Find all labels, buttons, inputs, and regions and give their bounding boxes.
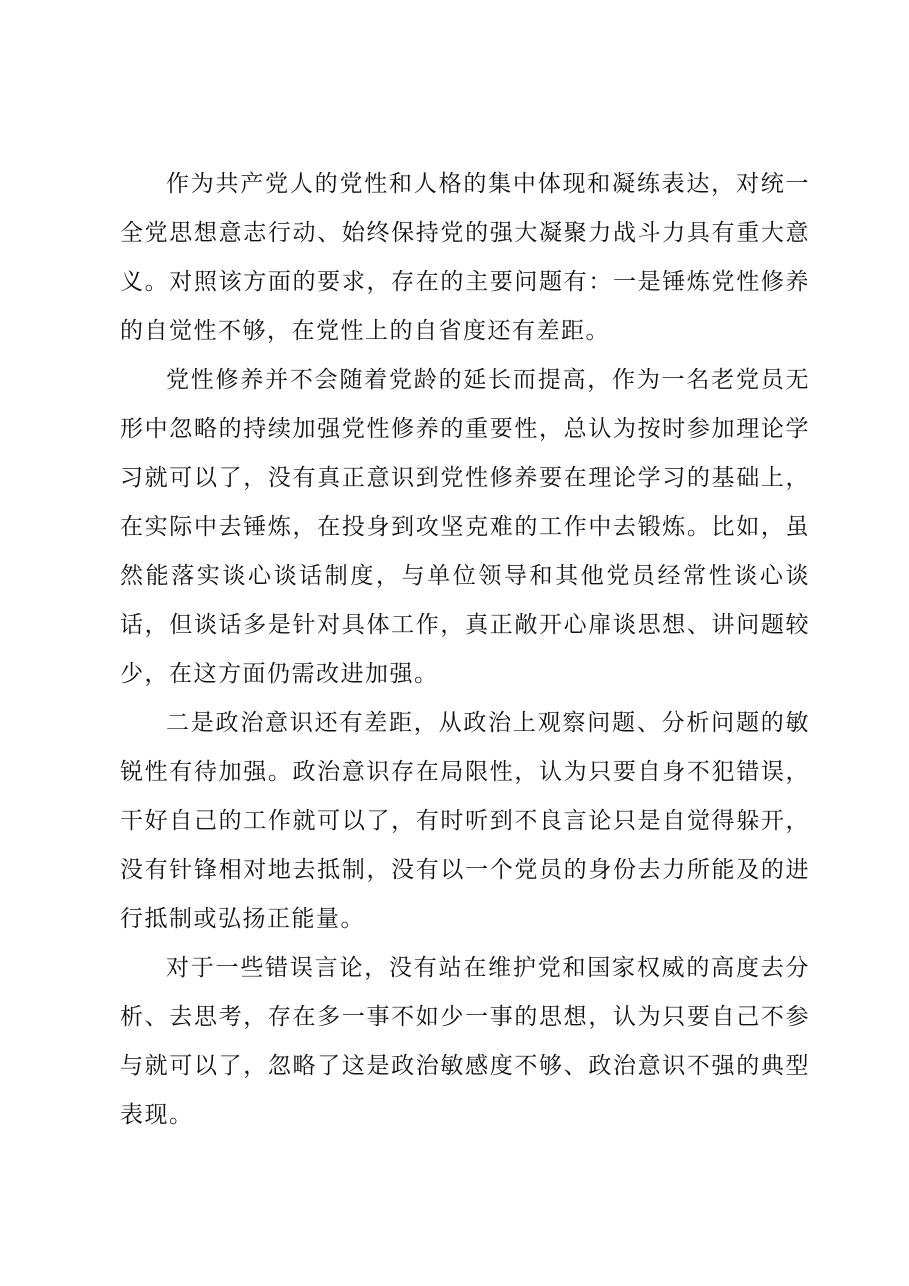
paragraph-2: 党性修养并不会随着党龄的延长而提高，作为一名老党员无形中忽略的持续加强党性修养的重要性，总认为按时参加理论学习就可以了，没有真正意识到党性修养要在理论学习的基础上，在实际中去锤炼，在投身到攻坚克难的工作中去锻炼。比如，虽然能落实谈心谈话制度，与单位领导和其他党员经常性谈心谈话，但谈话多是针对具体工作，真正敞开心扉谈思想、讲问题较少，在这方面仍需改进加强。 <box>120 367 810 687</box>
document-body <box>120 160 810 1140</box>
paragraph-4: 对于一些错误言论，没有站在维护党和国家权威的高度去分析、去思考，存在多一事不如少一事的思想，认为只要自己不参与就可以了，忽略了这是政治敏感度不够、政治意识不强的典型表现。 <box>120 955 810 1128</box>
paragraph-1: 作为共产党人的党性和人格的集中体现和凝练表达，对统一全党思想意志行动、始终保持党的强大凝聚力战斗力具有重大意义。对照该方面的要求，存在的主要问题有：一是锤炼党性修养的自觉性不够，在党性上的自省度还有差距。 <box>120 171 810 344</box>
paragraph-3: 二是政治意识还有差距，从政治上观察问题、分析问题的敏锐性有待加强。政治意识存在局限性，认为只要自身不犯错误，干好自己的工作就可以了，有时听到不良言论只是自觉得躲开，没有针锋相对地去抵制，没有以一个党员的身份去力所能及的进行抵制或弘扬正能量。 <box>120 710 810 932</box>
